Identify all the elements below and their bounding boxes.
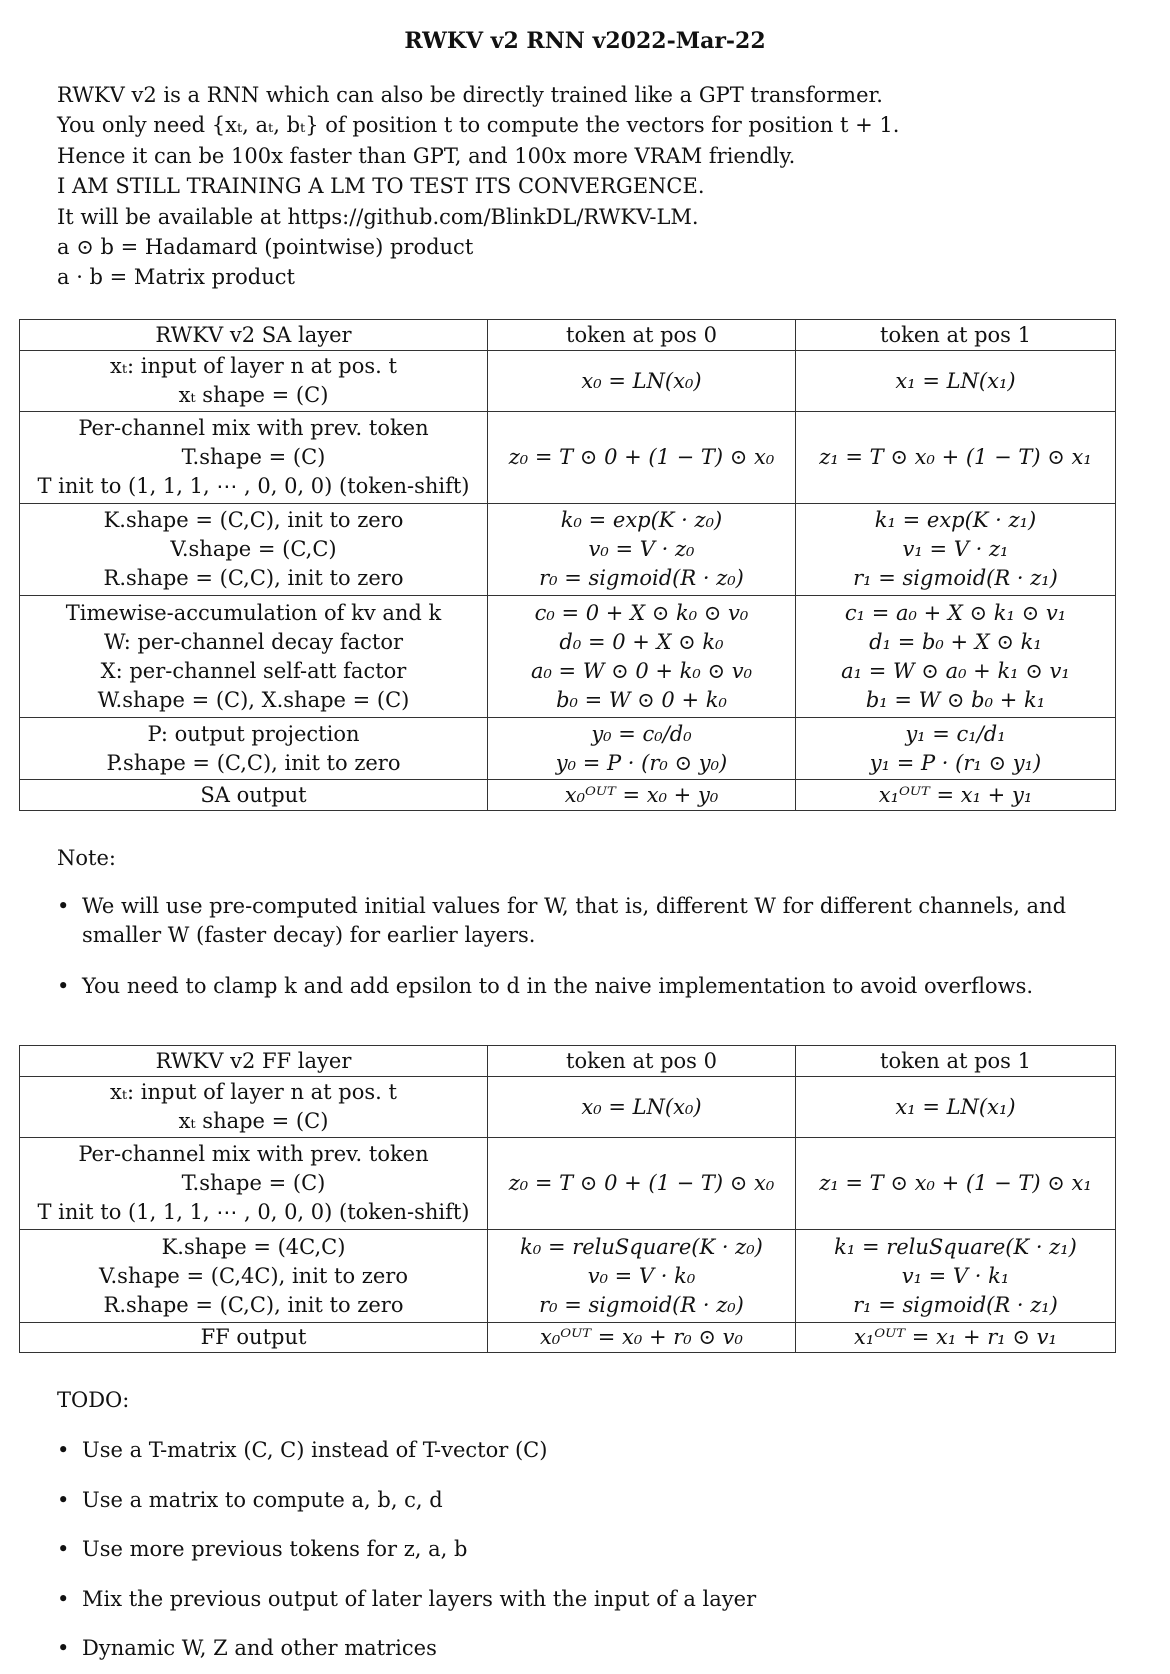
column-header: token at pos 0 xyxy=(488,320,796,351)
cell-line: x₁ᴼᵁᵀ = x₁ + y₁ xyxy=(878,782,1033,807)
intro-line: It will be available at https://github.com/BlinkDL/RWKV-LM. xyxy=(57,204,699,229)
table-row xyxy=(20,1077,1116,1138)
cell-line: xₜ shape = (C) xyxy=(178,1109,329,1133)
description-cell xyxy=(20,504,488,596)
cell-line: W.shape = (C), X.shape = (C) xyxy=(97,687,410,712)
cell-line: k₀ = exp(K · z₀) xyxy=(560,508,723,532)
column-header: token at pos 1 xyxy=(796,320,1116,351)
description-cell xyxy=(20,718,488,780)
cell-line: SA output xyxy=(200,782,307,807)
cell-line: P: output projection xyxy=(147,721,360,746)
cell-line: d₁ = b₀ + X ⊙ k₁ xyxy=(869,629,1042,654)
cell-line: k₀ = reluSquare(K · z₀) xyxy=(520,1234,763,1259)
pos0-formula-cell xyxy=(488,412,796,504)
cell-line: k₁ = exp(K · z₁) xyxy=(874,508,1037,532)
cell-line: a₁ = W ⊙ a₀ + k₁ ⊙ v₁ xyxy=(841,658,1070,683)
cell-line: R.shape = (C,C), init to zero xyxy=(103,566,404,590)
cell-line: v₀ = V · k₀ xyxy=(587,1263,696,1288)
cell-line: c₁ = a₀ + X ⊙ k₁ ⊙ v₁ xyxy=(844,600,1067,625)
description-cell xyxy=(20,780,488,811)
cell-line: X: per-channel self-att factor xyxy=(100,658,407,683)
cell-line: r₀ = sigmoid(R · z₀) xyxy=(539,1292,744,1317)
note-list xyxy=(57,892,1157,1001)
cell-line: y₀ = P · (r₀ ⊙ y₀) xyxy=(555,750,728,775)
cell-line: K.shape = (C,C), init to zero xyxy=(103,508,404,532)
cell-line: v₁ = V · z₁ xyxy=(902,537,1009,561)
intro-line: You only need {xₜ, aₜ, bₜ} of position t to compute the vectors for position t + 1. xyxy=(57,113,900,138)
cell-line: T init to (1, 1, 1, ⋯ , 0, 0, 0) (token-shift) xyxy=(37,1200,470,1224)
table-row xyxy=(20,412,1116,504)
note-item: • You need to clamp k and add epsilon to d in the naive implementation to avoid overflows. xyxy=(57,972,1157,1001)
description-cell xyxy=(20,351,488,412)
intro-line: RWKV v2 is a RNN which can also be directly trained like a GPT transformer. xyxy=(57,83,883,107)
pos0-formula-cell xyxy=(488,1138,796,1230)
cell-line: y₀ = c₀/d₀ xyxy=(591,721,692,746)
cell-line: d₀ = 0 + X ⊙ k₀ xyxy=(559,629,724,654)
sa-layer-table xyxy=(19,319,1116,811)
cell-line: V.shape = (C,C) xyxy=(170,537,337,561)
cell-line: x₁ = LN(x₁) xyxy=(895,1094,1016,1119)
cell-line: z₀ = T ⊙ 0 + (1 − T) ⊙ x₀ xyxy=(508,1171,775,1195)
cell-line: a₀ = W ⊙ 0 + k₀ ⊙ v₀ xyxy=(530,658,753,683)
todo-list xyxy=(57,1436,1157,1663)
table-row xyxy=(20,596,1116,718)
table-row xyxy=(20,780,1116,811)
intro-paragraph xyxy=(57,80,899,293)
pos0-formula-cell xyxy=(488,504,796,596)
cell-line: Timewise-accumulation of kv and k xyxy=(65,600,442,625)
cell-line: xₜ: input of layer n at pos. t xyxy=(110,354,397,378)
description-cell xyxy=(20,1138,488,1230)
column-header: RWKV v2 FF layer xyxy=(20,1046,488,1077)
description-cell xyxy=(20,1323,488,1353)
intro-line: Hence it can be 100x faster than GPT, and 100x more VRAM friendly. xyxy=(57,143,796,168)
description-cell xyxy=(20,596,488,718)
pos1-formula-cell xyxy=(796,351,1116,412)
table-header-row xyxy=(20,1046,1116,1077)
cell-line: z₁ = T ⊙ x₀ + (1 − T) ⊙ x₁ xyxy=(819,1171,1092,1195)
cell-line: xₜ: input of layer n at pos. t xyxy=(110,1080,397,1104)
cell-line: x₀ = LN(x₀) xyxy=(581,1094,702,1119)
table-row xyxy=(20,351,1116,412)
table-row xyxy=(20,1138,1116,1230)
pos1-formula-cell xyxy=(796,1323,1116,1353)
pos0-formula-cell xyxy=(488,1230,796,1323)
column-header: RWKV v2 SA layer xyxy=(20,320,488,351)
pos1-formula-cell xyxy=(796,780,1116,811)
description-cell xyxy=(20,1077,488,1138)
note-heading: Note: xyxy=(57,846,116,870)
table-row xyxy=(20,1230,1116,1323)
todo-item: • Use more previous tokens for z, a, b xyxy=(57,1535,1157,1564)
pos1-formula-cell xyxy=(796,1230,1116,1323)
cell-line: z₀ = T ⊙ 0 + (1 − T) ⊙ x₀ xyxy=(508,445,775,469)
intro-line: a ⊙ b = Hadamard (pointwise) product xyxy=(57,235,474,260)
cell-line: x₀ᴼᵁᵀ = x₀ + y₀ xyxy=(564,782,719,807)
cell-line: Per-channel mix with prev. token xyxy=(78,1142,429,1166)
todo-item: • Use a T-matrix (C, C) instead of T-vector (C) xyxy=(57,1436,1157,1465)
pos1-formula-cell xyxy=(796,596,1116,718)
column-header: token at pos 0 xyxy=(488,1046,796,1077)
cell-line: Per-channel mix with prev. token xyxy=(78,416,429,440)
cell-line: x₀ = LN(x₀) xyxy=(581,368,702,393)
todo-item: • Mix the previous output of later layers with the input of a layer xyxy=(57,1585,1157,1614)
pos0-formula-cell xyxy=(488,1077,796,1138)
cell-line: T.shape = (C) xyxy=(181,1171,326,1195)
table-row xyxy=(20,718,1116,780)
cell-line: k₁ = reluSquare(K · z₁) xyxy=(834,1234,1077,1259)
cell-line: x₁ᴼᵁᵀ = x₁ + r₁ ⊙ v₁ xyxy=(854,1325,1057,1349)
cell-line: y₁ = c₁/d₁ xyxy=(905,721,1006,746)
document-title: RWKV v2 RNN v2022-Mar-22 xyxy=(404,28,766,54)
todo-item: • Use a matrix to compute a, b, c, d xyxy=(57,1486,1157,1515)
cell-line: b₁ = W ⊙ b₀ + k₁ xyxy=(865,687,1046,712)
table-row xyxy=(20,1323,1116,1353)
description-cell xyxy=(20,1230,488,1323)
cell-line: V.shape = (C,4C), init to zero xyxy=(99,1263,408,1288)
cell-line: v₁ = V · k₁ xyxy=(901,1263,1010,1288)
pos0-formula-cell xyxy=(488,596,796,718)
column-header: token at pos 1 xyxy=(796,1046,1116,1077)
cell-line: xₜ shape = (C) xyxy=(178,383,329,407)
intro-line: I AM STILL TRAINING A LM TO TEST ITS CONVERGENCE. xyxy=(57,174,705,199)
cell-line: r₀ = sigmoid(R · z₀) xyxy=(539,566,744,590)
cell-line: r₁ = sigmoid(R · z₁) xyxy=(853,566,1058,590)
table-row xyxy=(20,504,1116,596)
pos1-formula-cell xyxy=(796,504,1116,596)
pos1-formula-cell xyxy=(796,1138,1116,1230)
cell-line: c₀ = 0 + X ⊙ k₀ ⊙ v₀ xyxy=(534,600,749,625)
cell-line: b₀ = W ⊙ 0 + k₀ xyxy=(556,687,727,712)
pos1-formula-cell xyxy=(796,412,1116,504)
description-cell xyxy=(20,412,488,504)
cell-line: r₁ = sigmoid(R · z₁) xyxy=(853,1292,1058,1317)
cell-line: P.shape = (C,C), init to zero xyxy=(106,750,401,775)
todo-heading: TODO: xyxy=(57,1388,130,1412)
intro-line: a · b = Matrix product xyxy=(57,265,295,290)
cell-line: x₀ᴼᵁᵀ = x₀ + r₀ ⊙ v₀ xyxy=(540,1325,743,1349)
pos1-formula-cell xyxy=(796,1077,1116,1138)
cell-line: K.shape = (4C,C) xyxy=(161,1234,346,1259)
cell-line: FF output xyxy=(200,1325,307,1349)
cell-line: v₀ = V · z₀ xyxy=(588,537,695,561)
cell-line: R.shape = (C,C), init to zero xyxy=(103,1292,404,1317)
pos0-formula-cell xyxy=(488,718,796,780)
cell-line: T.shape = (C) xyxy=(181,445,326,469)
table-header-row xyxy=(20,320,1116,351)
note-item: • We will use pre-computed initial values for W, that is, different W for different channels, and smaller W (faster decay) for earlier layers. xyxy=(57,892,1142,950)
pos0-formula-cell xyxy=(488,1323,796,1353)
cell-line: y₁ = P · (r₁ ⊙ y₁) xyxy=(869,750,1042,775)
ff-layer-table xyxy=(19,1045,1116,1353)
cell-line: x₁ = LN(x₁) xyxy=(895,368,1016,393)
cell-line: W: per-channel decay factor xyxy=(103,629,404,654)
pos0-formula-cell xyxy=(488,780,796,811)
pos1-formula-cell xyxy=(796,718,1116,780)
todo-item: • Dynamic W, Z and other matrices xyxy=(57,1634,1157,1663)
cell-line: T init to (1, 1, 1, ⋯ , 0, 0, 0) (token-shift) xyxy=(37,474,470,498)
pos0-formula-cell xyxy=(488,351,796,412)
cell-line: z₁ = T ⊙ x₀ + (1 − T) ⊙ x₁ xyxy=(819,445,1092,469)
